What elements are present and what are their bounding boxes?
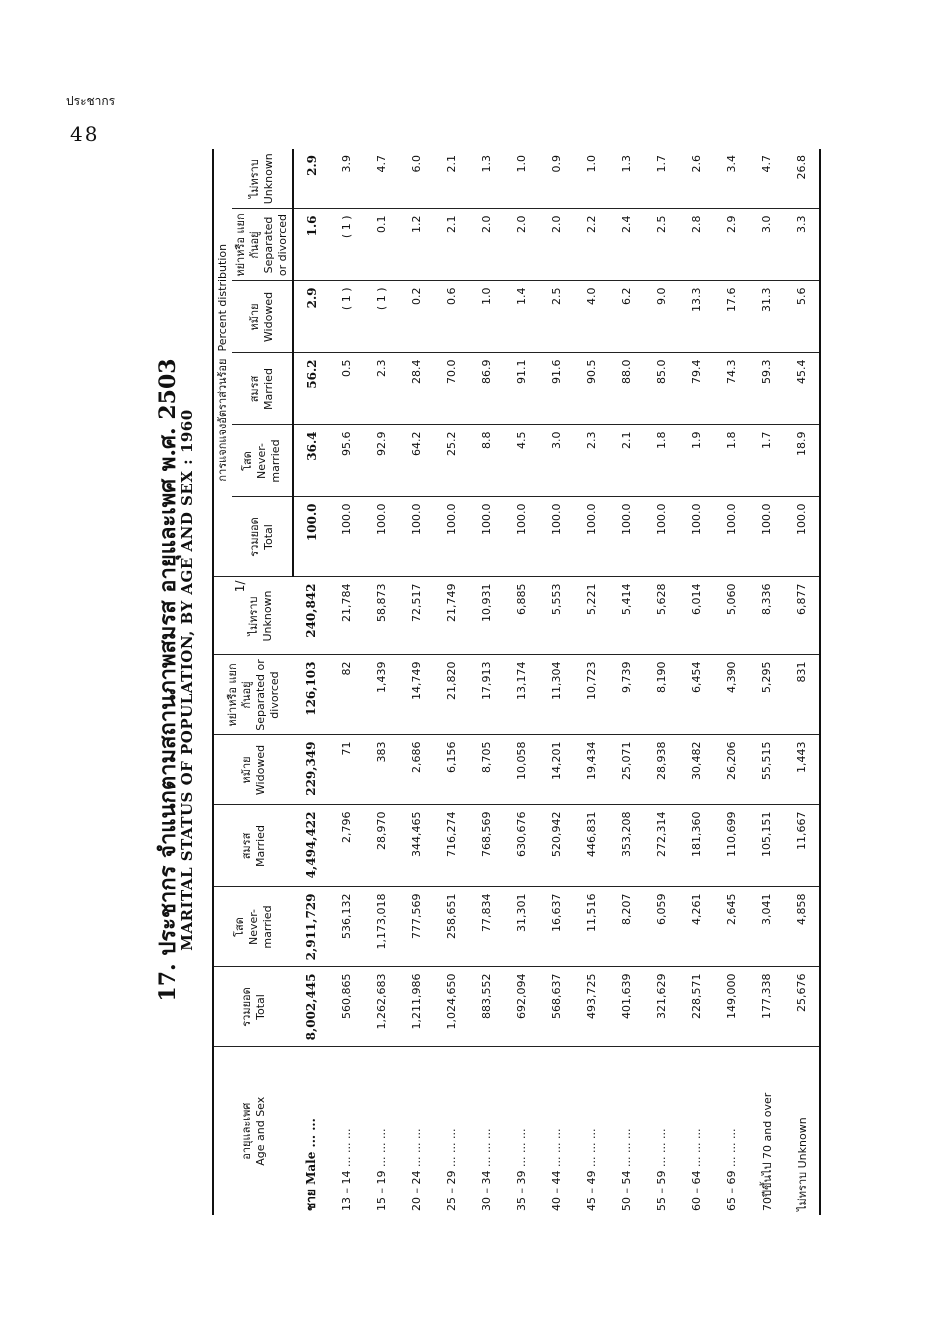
table-cell: 229,349 — [293, 735, 329, 805]
table-cell: 100.0 — [644, 497, 679, 577]
header-pct-separated: หย่าหรือ แยกกันอยู่ Separated or divorced — [232, 209, 293, 281]
table-cell: 100.0 — [504, 497, 539, 577]
table-cell: 2.5 — [644, 209, 679, 281]
table-cell: 3.0 — [539, 425, 574, 497]
table-cell: 2.0 — [539, 209, 574, 281]
table-cell: 1.7 — [644, 149, 679, 209]
table-cell: 1,024,650 — [434, 967, 469, 1047]
table-cell: 100.0 — [749, 497, 784, 577]
table-row — [574, 149, 609, 1215]
table-cell: 56.2 — [293, 353, 329, 425]
table-cell: 105,151 — [749, 805, 784, 887]
table-row — [469, 149, 504, 1215]
table-cell: 4.5 — [504, 425, 539, 497]
table-row — [539, 149, 574, 1215]
table-cell: 100.0 — [574, 497, 609, 577]
table-cell: 1.0 — [504, 149, 539, 209]
table-cell: 71 — [329, 735, 364, 805]
row-label: 50 – 54 ... ... ... — [620, 1128, 633, 1211]
table-cell: 344,465 — [399, 805, 434, 887]
table-cell: 568,637 — [539, 967, 574, 1047]
table-cell: 5,060 — [714, 577, 749, 655]
table-cell: 716,274 — [434, 805, 469, 887]
table-cell: 2.6 — [679, 149, 714, 209]
table-cell: 6,877 — [784, 577, 820, 655]
table-cell: 1.0 — [469, 281, 504, 353]
table-row — [364, 149, 399, 1215]
table-body — [293, 149, 820, 1215]
table-cell: 2.5 — [539, 281, 574, 353]
row-label: 55 – 59 ... ... ... — [655, 1128, 668, 1211]
table-cell: 64.2 — [399, 425, 434, 497]
table-cell: 2,796 — [329, 805, 364, 887]
row-label: 13 – 14 ... ... ... — [340, 1128, 353, 1211]
table-cell: 692,094 — [504, 967, 539, 1047]
header-pct-unknown: ไม่ทราบ Unknown — [232, 149, 293, 209]
table-cell: 90.5 — [574, 353, 609, 425]
header-percent-distribution: การแจกแจงอัตราส่วนร้อย Percent distribution — [213, 149, 232, 577]
row-label: 15 – 19 ... ... ... — [375, 1128, 388, 1211]
table-cell: 5,221 — [574, 577, 609, 655]
header-pct-never-married: โสด Never-married — [232, 425, 293, 497]
header-unknown: 1/ ไม่ทราบ Unknown — [213, 577, 293, 655]
table-cell: 58,873 — [364, 577, 399, 655]
header-married: สมรส Married — [213, 805, 293, 887]
table-cell: 4.7 — [364, 149, 399, 209]
row-label: ชาย Male ... ... — [303, 1118, 318, 1211]
table-cell: 4,390 — [714, 655, 749, 735]
table-cell: 2.9 — [714, 209, 749, 281]
table-cell: 6,014 — [679, 577, 714, 655]
table-cell: 100.0 — [714, 497, 749, 577]
table-cell: 520,942 — [539, 805, 574, 887]
table-cell: 1.8 — [644, 425, 679, 497]
table-cell: 28.4 — [399, 353, 434, 425]
table-cell: 10,931 — [469, 577, 504, 655]
table-cell: 5.6 — [784, 281, 820, 353]
table-cell: 100.0 — [399, 497, 434, 577]
table-cell: 21,749 — [434, 577, 469, 655]
table-cell: 2.3 — [364, 353, 399, 425]
table-cell: 91.6 — [539, 353, 574, 425]
table-cell: 2.2 — [574, 209, 609, 281]
table-cell: 95.6 — [329, 425, 364, 497]
table-cell: 2.9 — [293, 149, 329, 209]
table-cell: 2.9 — [293, 281, 329, 353]
table-cell: 79.4 — [679, 353, 714, 425]
table-cell: 55,515 — [749, 735, 784, 805]
row-label: 40 – 44 ... ... ... — [550, 1128, 563, 1211]
table-cell: 100.0 — [609, 497, 644, 577]
table-cell: 100.0 — [329, 497, 364, 577]
table-cell: 2.1 — [434, 149, 469, 209]
table-cell: 10,723 — [574, 655, 609, 735]
table-cell: 1,173,018 — [364, 887, 399, 967]
row-label: 35 – 39 ... ... ... — [515, 1128, 528, 1211]
table-cell: 100.0 — [293, 497, 329, 577]
table-cell: 1.0 — [574, 149, 609, 209]
table-cell: 1.6 — [293, 209, 329, 281]
table-cell: 82 — [329, 655, 364, 735]
table-cell: 4,494,422 — [293, 805, 329, 887]
table-cell: 4.0 — [574, 281, 609, 353]
table-cell: 2.0 — [469, 209, 504, 281]
table-cell: ( 1 ) — [329, 281, 364, 353]
table-cell: 0.5 — [329, 353, 364, 425]
row-label: 45 – 49 ... ... ... — [585, 1128, 598, 1211]
table-cell: 493,725 — [574, 967, 609, 1047]
table-cell: 401,639 — [609, 967, 644, 1047]
table-cell: 5,553 — [539, 577, 574, 655]
table-cell: 8,002,445 — [293, 967, 329, 1047]
table-cell: 100.0 — [679, 497, 714, 577]
table-cell: 19,434 — [574, 735, 609, 805]
table-cell: 13.3 — [679, 281, 714, 353]
table-cell: 28,970 — [364, 805, 399, 887]
table-cell: 2.3 — [574, 425, 609, 497]
table-cell: 14,749 — [399, 655, 434, 735]
table-cell: 100.0 — [784, 497, 820, 577]
table-cell: 26.8 — [784, 149, 820, 209]
table-cell: 17,913 — [469, 655, 504, 735]
table-cell: 92.9 — [364, 425, 399, 497]
table-cell: 1,262,683 — [364, 967, 399, 1047]
table-cell: 2,911,729 — [293, 887, 329, 967]
table-cell: 6,156 — [434, 735, 469, 805]
table-cell: 560,865 — [329, 967, 364, 1047]
table-cell: 9.0 — [644, 281, 679, 353]
table-cell: 2.8 — [679, 209, 714, 281]
marital-status-table — [212, 149, 821, 1215]
table-cell: 4,261 — [679, 887, 714, 967]
row-label: ไม่ทราบ Unknown — [784, 1047, 820, 1215]
table-cell: 768,569 — [469, 805, 504, 887]
rotated-table-page — [150, 145, 880, 1215]
table-cell: 110,699 — [714, 805, 749, 887]
table-cell: 9,739 — [609, 655, 644, 735]
table-cell: 26,206 — [714, 735, 749, 805]
table-cell: 1.2 — [399, 209, 434, 281]
table-cell: 31.3 — [749, 281, 784, 353]
table-cell: 240,842 — [293, 577, 329, 655]
table-cell: 2.1 — [609, 425, 644, 497]
table-row — [399, 149, 434, 1215]
table-cell: 2,686 — [399, 735, 434, 805]
table-cell: 181,360 — [679, 805, 714, 887]
table-cell: 5,628 — [644, 577, 679, 655]
table-cell: 6,885 — [504, 577, 539, 655]
table-cell: 11,516 — [574, 887, 609, 967]
table-row — [714, 149, 749, 1215]
table-cell: 0.1 — [364, 209, 399, 281]
table-cell: 25,071 — [609, 735, 644, 805]
table-cell: 17.6 — [714, 281, 749, 353]
table-cell: 536,132 — [329, 887, 364, 967]
table-row — [609, 149, 644, 1215]
header-separated: หย่าหรือ แยกกันอยู่ Separated or divorced — [213, 655, 293, 735]
table-cell: 2.4 — [609, 209, 644, 281]
table-cell: 446,831 — [574, 805, 609, 887]
table-cell: 8,207 — [609, 887, 644, 967]
table-cell: 14,201 — [539, 735, 574, 805]
table-cell: 777,569 — [399, 887, 434, 967]
table-cell: 3.9 — [329, 149, 364, 209]
table-cell: 86.9 — [469, 353, 504, 425]
table-cell: 6.2 — [609, 281, 644, 353]
table-cell: 3.4 — [714, 149, 749, 209]
table-row — [644, 149, 679, 1215]
table-cell: 1.9 — [679, 425, 714, 497]
table-cell: 630,676 — [504, 805, 539, 887]
table-row — [329, 149, 364, 1215]
category-label: ประชากร — [66, 94, 116, 108]
table-cell: 272,314 — [644, 805, 679, 887]
table-cell: 1.3 — [609, 149, 644, 209]
table-cell: 1.8 — [714, 425, 749, 497]
row-label: 30 – 34 ... ... ... — [480, 1128, 493, 1211]
table-cell: 883,552 — [469, 967, 504, 1047]
table-cell: 2,645 — [714, 887, 749, 967]
row-label: 60 – 64 ... ... ... — [690, 1128, 703, 1211]
header-widowed: หม้าย Widowed — [213, 735, 293, 805]
table-cell: 16,637 — [539, 887, 574, 967]
header-pct-married: สมรส Married — [232, 353, 293, 425]
table-cell: 6.0 — [399, 149, 434, 209]
table-cell: 91.1 — [504, 353, 539, 425]
row-label: 65 – 69 ... ... ... — [725, 1128, 738, 1211]
table-cell: 3.0 — [749, 209, 784, 281]
table-cell: 3.3 — [784, 209, 820, 281]
row-label: 20 – 24 ... ... ... — [410, 1128, 423, 1211]
table-cell: 5,414 — [609, 577, 644, 655]
table-cell: 25.2 — [434, 425, 469, 497]
table-cell: 11,304 — [539, 655, 574, 735]
table-row — [784, 149, 820, 1215]
table-cell: 100.0 — [539, 497, 574, 577]
table-cell: 25,676 — [784, 967, 820, 1047]
table-cell: 1,211,986 — [399, 967, 434, 1047]
table-cell: 258,651 — [434, 887, 469, 967]
table-cell: 177,338 — [749, 967, 784, 1047]
table-cell: 8,190 — [644, 655, 679, 735]
table-cell: 0.2 — [399, 281, 434, 353]
header-age-sex: อายุและเพศ Age and Sex — [213, 1047, 293, 1215]
table-cell: 1,439 — [364, 655, 399, 735]
table-cell: 85.0 — [644, 353, 679, 425]
row-label: 70ปีขึ้นไป 70 and over — [760, 1092, 774, 1211]
table-row — [504, 149, 539, 1215]
table-row — [749, 149, 784, 1215]
table-cell: 321,629 — [644, 967, 679, 1047]
table-cell: 8.8 — [469, 425, 504, 497]
table-cell: 74.3 — [714, 353, 749, 425]
table-cell: 13,174 — [504, 655, 539, 735]
table-title-english: MARITAL STATUS OF POPULATION, BY AGE AND SEX : 1960 — [178, 409, 196, 951]
table-cell: 1.7 — [749, 425, 784, 497]
table-cell: 30,482 — [679, 735, 714, 805]
table-cell: 21,820 — [434, 655, 469, 735]
table-cell: 3,041 — [749, 887, 784, 967]
table-cell: 8,705 — [469, 735, 504, 805]
table-cell: 70.0 — [434, 353, 469, 425]
table-cell: 2.0 — [504, 209, 539, 281]
header-pct-total: รวมยอด Total — [232, 497, 293, 577]
table-cell: 5,295 — [749, 655, 784, 735]
table-cell: 6,059 — [644, 887, 679, 967]
table-cell: 45.4 — [784, 353, 820, 425]
table-row — [293, 149, 329, 1215]
table-cell: 4,858 — [784, 887, 820, 967]
page-number: 48 — [70, 122, 100, 146]
header-total: รวมยอด Total — [213, 967, 293, 1047]
row-label: 25 – 29 ... ... ... — [445, 1128, 458, 1211]
table-cell: 31,301 — [504, 887, 539, 967]
table-cell: 383 — [364, 735, 399, 805]
table-cell: ( 1 ) — [329, 209, 364, 281]
table-cell: 18.9 — [784, 425, 820, 497]
table-cell: 36.4 — [293, 425, 329, 497]
header-row — [213, 149, 232, 1215]
table-cell: 100.0 — [434, 497, 469, 577]
table-row — [434, 149, 469, 1215]
table-cell: 353,208 — [609, 805, 644, 887]
table-cell: 88.0 — [609, 353, 644, 425]
header-pct-widowed: หม้าย Widowed — [232, 281, 293, 353]
table-cell: 6,454 — [679, 655, 714, 735]
table-cell: 0.6 — [434, 281, 469, 353]
table-cell: 1.3 — [469, 149, 504, 209]
table-cell: 10,058 — [504, 735, 539, 805]
table-cell: 228,571 — [679, 967, 714, 1047]
table-cell: 100.0 — [469, 497, 504, 577]
table-cell: 1.4 — [504, 281, 539, 353]
table-cell: 126,103 — [293, 655, 329, 735]
table-cell: 149,000 — [714, 967, 749, 1047]
table-cell: 72,517 — [399, 577, 434, 655]
table-cell: 2.1 — [434, 209, 469, 281]
table-cell: 831 — [784, 655, 820, 735]
table-cell: 21,784 — [329, 577, 364, 655]
header-never-married: โสด Never-married — [213, 887, 293, 967]
table-cell: ( 1 ) — [364, 281, 399, 353]
footnote-mark: 1/ — [232, 580, 247, 593]
table-cell: 4.7 — [749, 149, 784, 209]
table-cell: 11,667 — [784, 805, 820, 887]
table-row — [679, 149, 714, 1215]
table-cell: 1,443 — [784, 735, 820, 805]
table-title-thai: 17. ประชากร จำแนกตามสถานภาพสมรส อายุและเพศ พ.ศ. 2503 — [155, 358, 181, 1002]
table-cell: 59.3 — [749, 353, 784, 425]
table-cell: 100.0 — [364, 497, 399, 577]
table-cell: 8,336 — [749, 577, 784, 655]
table-cell: 0.9 — [539, 149, 574, 209]
table-cell: 77,834 — [469, 887, 504, 967]
table-cell: 28,938 — [644, 735, 679, 805]
